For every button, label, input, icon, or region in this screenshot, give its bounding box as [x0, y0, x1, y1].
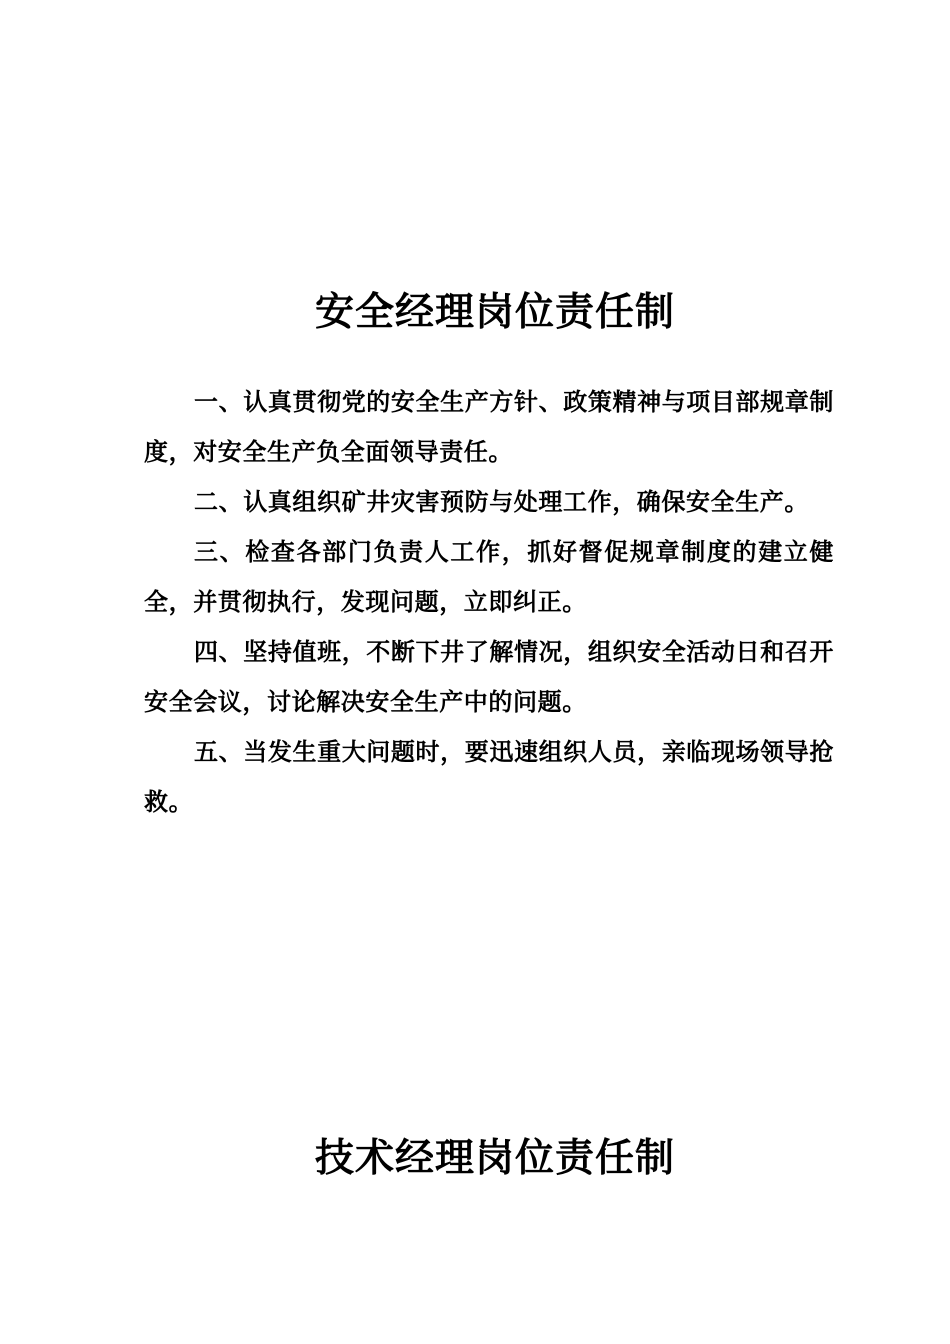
responsibility-item-4: 四、坚持值班，不断下井了解情况，组织安全活动日和召开安全会议，讨论解决安全生产中的问题。 [144, 638, 834, 716]
responsibility-item-2: 二、认真组织矿井灾害预防与处理工作，确保安全生产。 [194, 488, 809, 516]
section-title-technical-manager: 技术经理岗位责任制 [314, 1136, 675, 1181]
responsibility-item-3: 三、检查各部门负责人工作，抓好督促规章制度的建立健全，并贯彻执行，发现问题，立即纠正。 [144, 538, 834, 616]
responsibility-item-5: 五、当发生重大问题时，要迅速组织人员，亲临现场领导抢救。 [144, 738, 834, 816]
section-title-safety-manager: 安全经理岗位责任制 [314, 290, 675, 335]
responsibility-item-1: 一、认真贯彻党的安全生产方针、政策精神与项目部规章制度，对安全生产负全面领导责任。 [144, 388, 834, 466]
responsibility-list [144, 377, 834, 827]
